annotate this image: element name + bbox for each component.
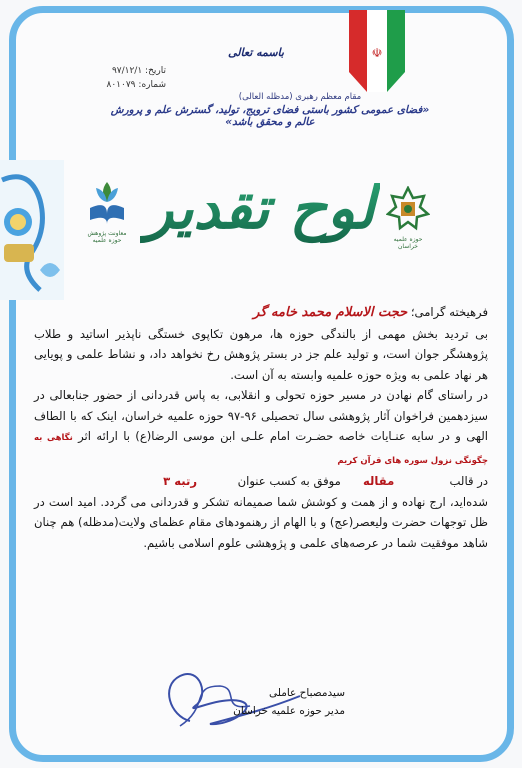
number-label: شماره: [138, 80, 166, 90]
basmala-calligraphy: باسمه تعالی [228, 46, 284, 59]
paragraph-2-intro: در راستای گام نهادن در مسیر حوزه تحولی و انقلابی، به پاس قدردانی از حضور جنابعالی در سیزدهمین فراخوان آثار پژوهشی سال تحصیلی ۹۶-۹۷ حوزه علمیه خراسان، اینک که با الطاف الهی و در سایه عنـایات خاصه حضـرت امام علـی ابن موسی الرضا(ع) با ارائه اثر [34, 388, 488, 443]
left-logo-caption: معاونت پژوهش حوزه علمیه [87, 230, 127, 244]
document-meta [56, 64, 166, 92]
research-deputy-logo [84, 178, 130, 244]
paragraph-2 [34, 385, 488, 471]
work-title: نگاهی به چگونگی نزول سوره های قرآن کریم [34, 433, 488, 466]
paragraph-3: شده‌اید، ارج نهاده و از همت و کوشش شما صمیمانه تشکر و قدردانی می گردد. امید است در ظل توجهات حضرت ولیعصر(عج) و با الهام از رهنمودهای مقام عظمای ولایت(مدظله) هم چنان شاهد موفقیت شما در عرصه‌های علمی و پژوهشی علوم اسلامی باشیم. [34, 494, 488, 550]
achieved-label: موفق به کسب عنوان [237, 474, 341, 488]
right-logo-caption: حوزه علمیه خراسان [393, 236, 423, 250]
signer-name: سیدمصباح عاملی [268, 687, 345, 699]
award-line [34, 471, 488, 492]
number-value: ۸۰۱۰۷۹ [106, 80, 136, 90]
date-value: ۹۷/۱۲/۱ [111, 66, 143, 76]
svg-text:☫: ☫ [371, 46, 383, 60]
book-flower-logo-icon [84, 178, 130, 226]
signer-block [205, 684, 345, 720]
letter-body [34, 302, 488, 553]
motto-quote: «فضای عمومی کشور باستی فضای ترویج، تولید، گسترش علم و پرورش عالم و محقق باشد» [110, 104, 430, 128]
authority-line: مقام معظم رهبری (مدظله العالی) [238, 92, 362, 102]
certificate-title [140, 150, 380, 260]
iran-flag-icon [349, 10, 405, 92]
salutation: فرهیخته گرامی؛ [410, 305, 488, 319]
paragraph-1: بی تردید بخش مهمی از بالندگی حوزه ها، مرهون تکاپوی خستگی ناپذیر اساتید و طلاب پژوهشگر جوان است، و تولید علم جز در بستر پژوهش رخ نخواهد داد، و نشاط علمی و پویایی هر نهاد علمی به ویژه حوزه علمیه وابسته به آن است. [34, 326, 488, 382]
recipient-name: حجت الاسلام محمد خامه گر [253, 305, 408, 320]
title-text: لوح تقدیر [145, 174, 375, 242]
salutation-line [34, 302, 488, 324]
rank-value: رتبه ۳ [163, 474, 198, 488]
khorasan-seminary-logo [386, 186, 430, 250]
format-label: در قالب [449, 474, 488, 488]
decorative-ornament-icon [0, 160, 64, 300]
format-value: مقاله [363, 474, 395, 488]
date-label: تاریخ: [145, 66, 166, 76]
star-emblem-logo-icon [386, 186, 430, 232]
signer-position: مدیر حوزه علمیه خراسان [233, 705, 345, 717]
